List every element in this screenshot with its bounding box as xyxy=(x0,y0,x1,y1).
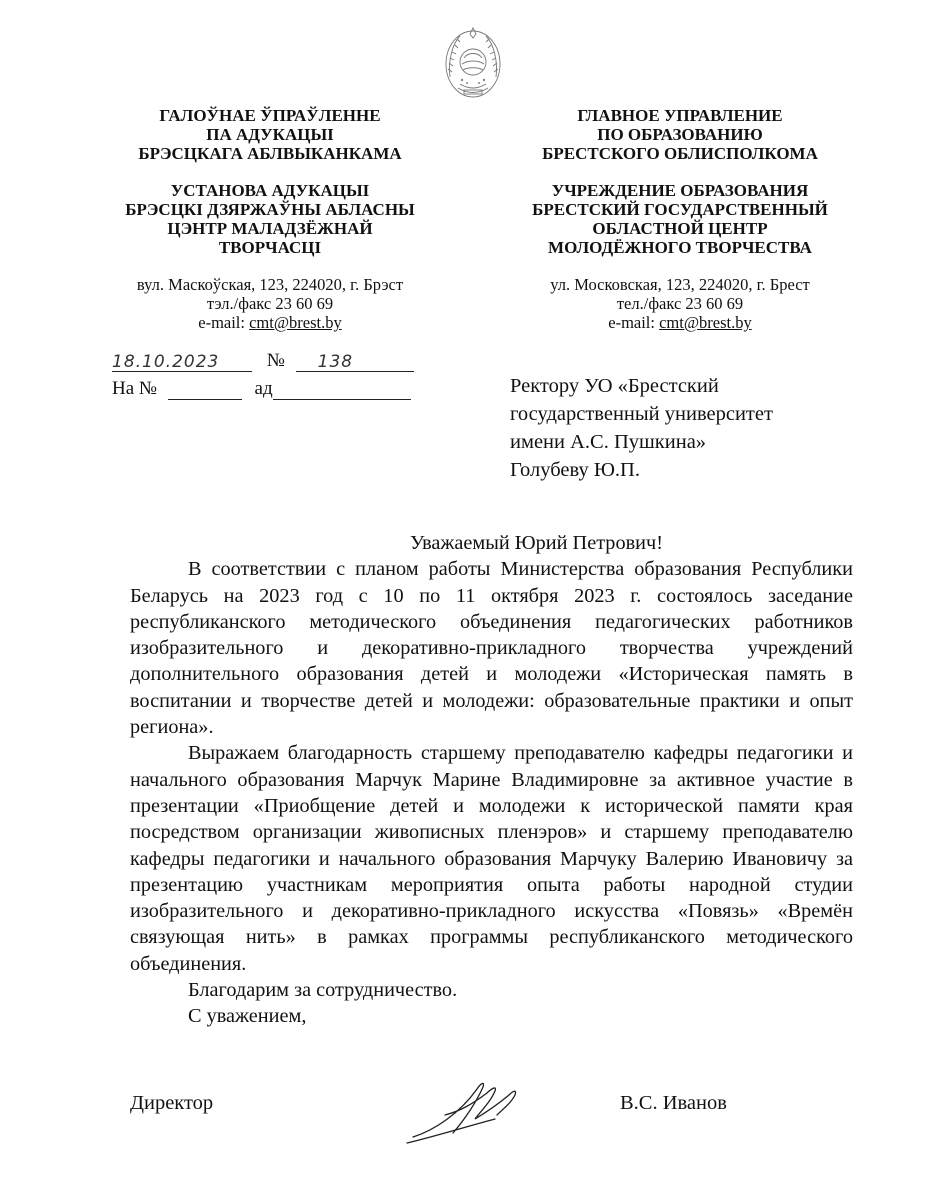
header-left-org-line: ГАЛОЎНАЕ ЎПРАЎЛЕННЕ xyxy=(159,106,381,125)
body-paragraph: В соответствии с планом работы Министерства образования Республики Беларусь на 2023 год с 10 по 11 октября 2023 г. состоялось заседание республиканского методического объединения педагогических работников изобразительного и декоративно-прикладного творчества учреждений дополнительного образования детей и молодежи «Историческая память в воспитании и творчестве детей и молодежи: образовательные практики и опыт региона». xyxy=(130,558,853,739)
header-left-inst-line: УСТАНОВА АДУКАЦЫІ xyxy=(170,181,370,200)
header-right-org-line: БРЕСТСКОГО ОБЛИСПОЛКОМА xyxy=(542,144,818,163)
header-left-email-line xyxy=(80,313,460,332)
handwritten-signature xyxy=(405,1075,525,1145)
registration-date-line xyxy=(112,350,414,372)
email-prefix: e-mail: xyxy=(198,313,250,332)
ref-number-field xyxy=(168,379,242,400)
closing: С уважением, xyxy=(188,1005,307,1028)
header-left-org-line: ПА АДУКАЦЫІ xyxy=(206,125,334,144)
header-right-address: ул. Московская, 123, 224020, г. Брест xyxy=(550,275,810,294)
header-left-address: вул. Маскоўская, 123, 224020, г. Брэст xyxy=(136,275,404,294)
header-left-belarusian xyxy=(80,106,460,332)
date-field xyxy=(112,351,252,372)
ref-date-field xyxy=(273,379,411,400)
header-left-inst-line: ЦЭНТР МАЛАДЗЁЖНАЙ xyxy=(167,219,373,238)
recipient-line: Ректору УО «Брестский xyxy=(510,375,719,397)
handwritten-date: 18.10.2023 xyxy=(112,352,220,372)
salutation: Уважаемый Юрий Петрович! xyxy=(410,532,663,554)
number-field xyxy=(296,351,414,372)
header-right-russian xyxy=(490,106,870,332)
header-right-org-line: ГЛАВНОЕ УПРАВЛЕНИЕ xyxy=(577,106,783,125)
header-right-inst-line: ОБЛАСТНОЙ ЦЕНТР xyxy=(592,219,768,238)
signatory-title: Директор xyxy=(130,1092,214,1114)
state-emblem-icon xyxy=(440,22,506,102)
recipient-line: имени А.С. Пушкина» xyxy=(510,431,707,453)
header-right-inst-line: МОЛОДЁЖНОГО ТВОРЧЕСТВА xyxy=(548,238,812,257)
header-right-email-link[interactable]: cmt@brest.by xyxy=(659,313,752,332)
signatory-name: В.С. Иванов xyxy=(620,1092,727,1114)
email-prefix: e-mail: xyxy=(608,313,660,332)
header-right-email-line xyxy=(490,313,870,332)
header-left-inst-line: ТВОРЧАСЦІ xyxy=(218,238,322,257)
body-paragraph: Благодарим за сотрудничество. xyxy=(188,979,458,1002)
number-label: № xyxy=(266,350,285,371)
registration-ref-line xyxy=(112,378,411,400)
header-right-inst-line: БРЕСТСКИЙ ГОСУДАРСТВЕННЫЙ xyxy=(532,200,828,219)
header-left-email-link[interactable]: cmt@brest.by xyxy=(249,313,342,332)
header-right-phone: тел./факс 23 60 69 xyxy=(616,294,744,313)
header-right-org-line: ПО ОБРАЗОВАНИЮ xyxy=(597,125,763,144)
recipient-block xyxy=(510,372,910,484)
header-right-inst-line: УЧРЕЖДЕНИЕ ОБРАЗОВАНИЯ xyxy=(551,181,809,200)
body-paragraph: Выражаем благодарность старшему преподавателю кафедры педагогики и начального образования Марчук Марине Владимировне за активное участие в презентации «Приобщение детей и молодежи к исторической памяти края посредством организации живописных пленэров» и старшему преподавателю кафедры педагогики и начального образования Марчуку Валерию Ивановичу за презентацию участникам мероприятия опыта работы народной студии изобразительного и декоративно-прикладного искусства «Повязь» «Времён связующая нить» в рамках программы республиканского методического объединения. xyxy=(130,742,853,975)
ref-from-label: ад xyxy=(254,378,273,399)
header-left-org-line: БРЭСЦКАГА АБЛВЫКАНКАМА xyxy=(138,144,402,163)
recipient-line: государственный университет xyxy=(510,403,773,425)
ref-label: На № xyxy=(112,378,158,399)
recipient-line: Голубеву Ю.П. xyxy=(510,459,640,481)
handwritten-number: 138 xyxy=(317,352,354,372)
letter-body xyxy=(130,530,853,1030)
header-left-phone: тэл./факс 23 60 69 xyxy=(206,294,334,313)
header-left-inst-line: БРЭСЦКІ ДЗЯРЖАЎНЫ АБЛАСНЫ xyxy=(125,200,415,219)
